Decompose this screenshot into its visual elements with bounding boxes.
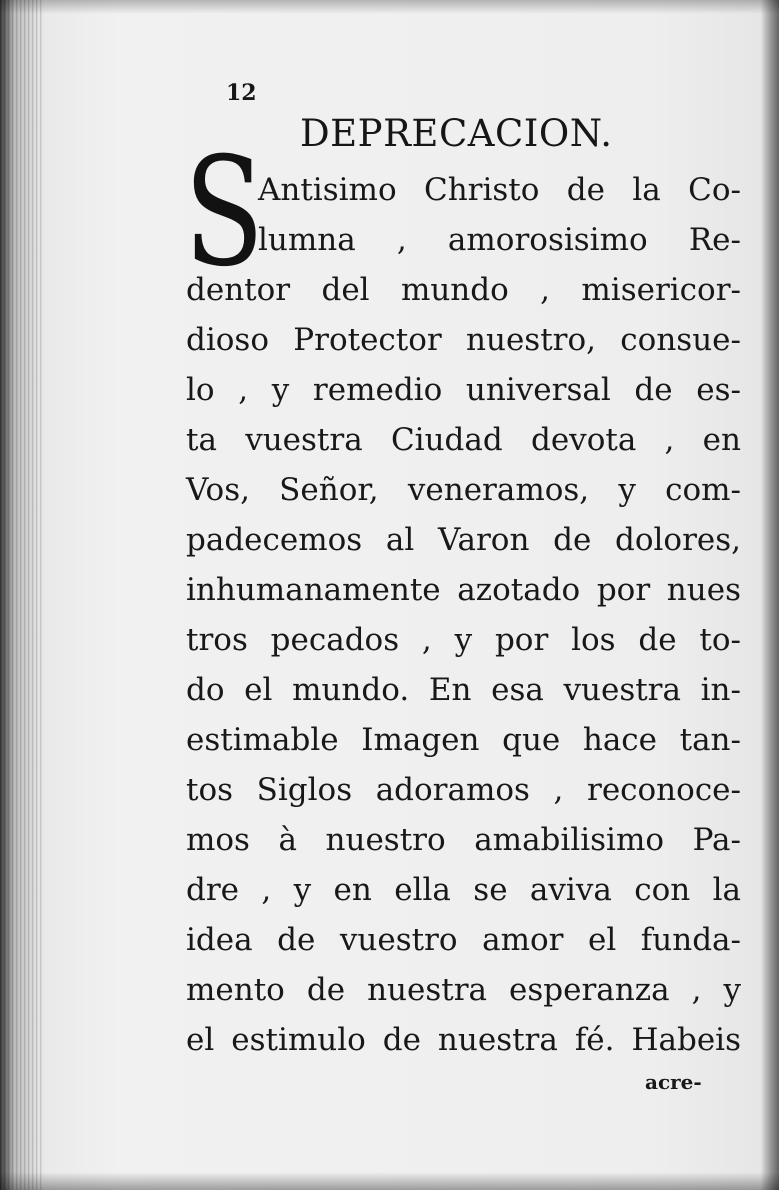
- text-line: lo , y remedio universal de es-: [186, 372, 741, 408]
- text-line: estimable Imagen que hace tan-: [186, 722, 741, 758]
- text-line: do el mundo. En esa vuestra in-: [186, 672, 741, 708]
- text-line: dioso Protector nuestro, consue-: [186, 322, 741, 358]
- text-line: Vos, Señor, veneramos, y com-: [186, 472, 741, 508]
- text-line: lumna , amorosisimo Re-: [258, 222, 741, 258]
- text-line: Antisimo Christo de la Co-: [258, 172, 741, 208]
- text-line: idea de vuestro amor el funda-: [186, 922, 741, 958]
- right-edge-shadow: [761, 0, 779, 1190]
- page-heading: DEPRECACION.: [300, 112, 613, 155]
- top-edge-shadow: [0, 0, 779, 14]
- catchword: acre-: [645, 1070, 702, 1094]
- text-line: tos Siglos adoramos , reconoce-: [186, 772, 741, 808]
- text-line: padecemos al Varon de dolores,: [186, 522, 741, 558]
- text-line: dre , y en ella se aviva con la: [186, 872, 741, 908]
- text-line: mos à nuestro amabilisimo Pa-: [186, 822, 741, 858]
- text-line: inhumanamente azotado por nues: [186, 572, 741, 608]
- drop-cap-letter: S: [184, 126, 265, 300]
- text-line: ta vuestra Ciudad devota , en: [186, 422, 741, 458]
- text-line: tros pecados , y por los de to-: [186, 622, 741, 658]
- text-line: el estimulo de nuestra fé. Habeis: [186, 1022, 741, 1058]
- text-line: dentor del mundo , misericor-: [186, 272, 741, 308]
- book-spine-shadow: [0, 0, 44, 1190]
- page-number: 12: [226, 80, 257, 106]
- text-line: mento de nuestra esperanza , y: [186, 972, 741, 1008]
- bottom-edge-shadow: [0, 1172, 779, 1190]
